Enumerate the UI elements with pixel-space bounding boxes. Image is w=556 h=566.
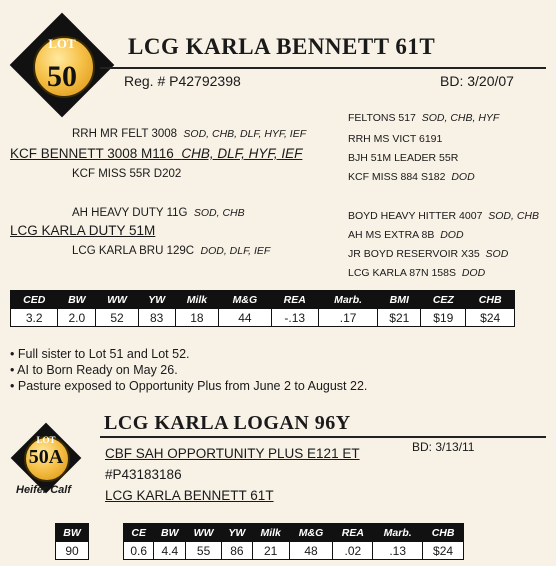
epd-header-cell: CHB [466, 291, 515, 309]
epd-value-cell: 86 [221, 542, 252, 560]
registration-number: Reg. # P42792398 [124, 73, 241, 89]
epd-header-cell: CEZ [421, 291, 466, 309]
pedigree-dss: BOYD HEAVY HITTER 4007 SOD, CHB [348, 210, 540, 222]
badge-lot-number: 50 [47, 60, 77, 93]
epd-header-cell: YW [138, 291, 175, 309]
epd-header-cell: WW [96, 291, 139, 309]
epd-header-cell: M&G [289, 524, 333, 542]
epd-header-cell: REA [333, 524, 373, 542]
heifer-calf-label: Heifer Calf [16, 484, 72, 496]
epd-header-row [124, 524, 464, 542]
epd-header-cell: Milk [175, 291, 219, 309]
epd-value-row [11, 309, 515, 327]
pedigree-ddd: LCG KARLA 87N 158S DOD [348, 267, 486, 279]
epd-value-cell: .13 [373, 542, 423, 560]
epd-header-cell: WW [186, 524, 222, 542]
badge-lot-label: LOT [36, 435, 56, 445]
bw-header: BW [56, 524, 89, 542]
pedigree-ssd: RRH MS VICT 6191 [348, 133, 443, 145]
lot-50-epd-table [10, 290, 515, 327]
pedigree-dam-dam: LCG KARLA BRU 129C DOD, DLF, IEF [72, 245, 271, 257]
pedigree-dds: JR BOYD RESERVOIR X35 SOD [348, 248, 509, 260]
epd-value-cell: .17 [318, 309, 377, 327]
epd-header-cell: Marb. [318, 291, 377, 309]
epd-header-cell: BW [58, 291, 96, 309]
epd-header-cell: BW [154, 524, 186, 542]
epd-value-cell: $21 [378, 309, 421, 327]
epd-value-cell: 44 [219, 309, 271, 327]
note-item: • Pasture exposed to Opportunity Plus from June 2 to August 22. [10, 379, 368, 393]
epd-header-cell: Marb. [373, 524, 423, 542]
lot-50-badge [10, 13, 114, 117]
pedigree-sire-dam: KCF MISS 55R D202 [72, 168, 182, 180]
epd-header-cell: M&G [219, 291, 271, 309]
epd-header-row [11, 291, 515, 309]
epd-header-cell: CED [11, 291, 58, 309]
title-rule [100, 436, 546, 438]
note-item: • Full sister to Lot 51 and Lot 52. [10, 347, 190, 361]
epd-header-cell: Milk [252, 524, 289, 542]
epd-value-cell: 0.6 [124, 542, 154, 560]
bw-value: 90 [56, 542, 89, 560]
epd-value-cell: .02 [333, 542, 373, 560]
epd-value-cell: $24 [423, 542, 464, 560]
epd-header-cell: REA [271, 291, 318, 309]
lot-50a-birth-date: BD: 3/13/11 [412, 440, 475, 454]
epd-header-cell: CHB [423, 524, 464, 542]
pedigree-dsd: AH MS EXTRA 8B DOD [348, 229, 464, 241]
lot-50a-dam: LCG KARLA BENNETT 61T [105, 488, 274, 503]
badge-lot-number: 50A [28, 446, 64, 468]
epd-value-cell: 83 [138, 309, 175, 327]
epd-value-cell: $19 [421, 309, 466, 327]
epd-value-cell: -.13 [271, 309, 318, 327]
epd-header-cell: CE [124, 524, 154, 542]
lot-50a-title: LCG KARLA LOGAN 96Y [104, 412, 351, 434]
pedigree-sire: KCF BENNETT 3008 M116 CHB, DLF, HYF, IEF [10, 146, 303, 161]
lot-50a-badge [11, 423, 81, 493]
lot-50a-epd-table [123, 523, 464, 560]
lot-50-title: LCG KARLA BENNETT 61T [128, 34, 436, 59]
note-item: • AI to Born Ready on May 26. [10, 363, 178, 377]
epd-value-cell: 2.0 [58, 309, 96, 327]
epd-value-cell: $24 [466, 309, 515, 327]
epd-value-cell: 52 [96, 309, 139, 327]
pedigree-dam-sire: AH HEAVY DUTY 11G SOD, CHB [72, 207, 245, 219]
epd-value-cell: 3.2 [11, 309, 58, 327]
badge-lot-label: LOT [48, 36, 76, 51]
title-rule [100, 67, 546, 69]
epd-value-cell: 21 [252, 542, 289, 560]
epd-value-cell: 18 [175, 309, 219, 327]
lot-50a-sire: CBF SAH OPPORTUNITY PLUS E121 ET [105, 446, 360, 461]
epd-value-row [124, 542, 464, 560]
epd-value-cell: 55 [186, 542, 222, 560]
pedigree-dam: LCG KARLA DUTY 51M [10, 223, 156, 238]
lot-50a-registration: #P43183186 [105, 467, 182, 482]
pedigree-sdd: KCF MISS 884 S182 DOD [348, 171, 475, 183]
lot-50a-bw-table [55, 523, 89, 560]
birth-date: BD: 3/20/07 [440, 73, 514, 89]
pedigree-sss: FELTONS 517 SOD, CHB, HYF [348, 112, 500, 124]
pedigree-sire-sire: RRH MR FELT 3008 SOD, CHB, DLF, HYF, IEF [72, 128, 307, 140]
lot-50-notes [10, 346, 367, 394]
epd-value-cell: 4.4 [154, 542, 186, 560]
epd-header-cell: YW [221, 524, 252, 542]
epd-header-cell: BMI [378, 291, 421, 309]
pedigree-sds: BJH 51M LEADER 55R [348, 152, 459, 164]
epd-value-cell: 48 [289, 542, 333, 560]
